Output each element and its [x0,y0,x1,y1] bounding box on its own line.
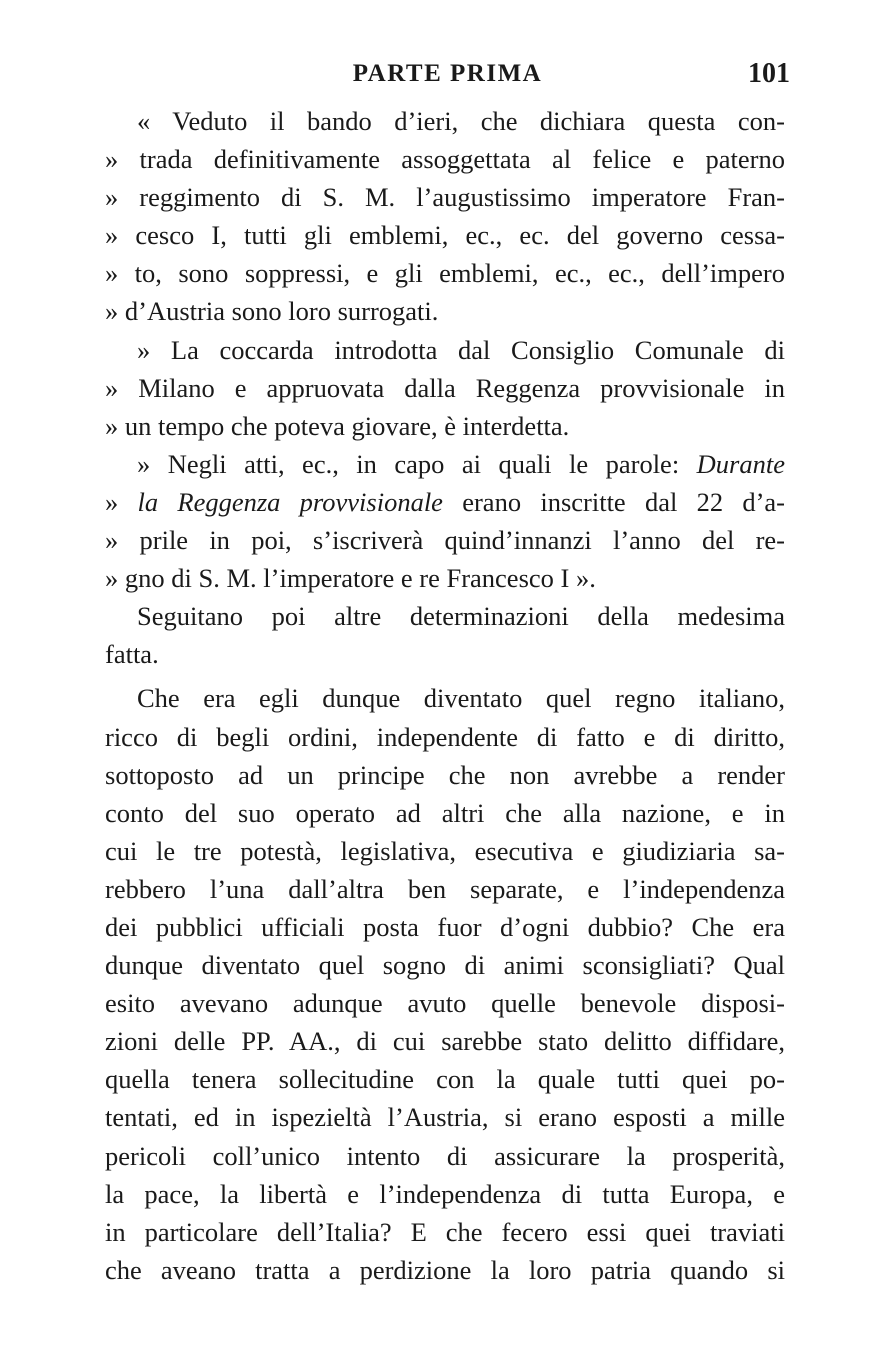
text-line: Seguitano poi altre determinazioni della medesima [137,601,785,632]
text-line: zioni delle PP. AA., di cui sarebbe stato delitto diffidare, [105,1026,785,1057]
text-line: rebbero l’una dall’altra ben separate, e l’independenza [105,873,785,904]
text-line: » trada definitivamente assoggettata al felice e paterno [105,144,785,175]
italic-text: la Reggenza provvisionale [137,486,443,517]
page-number: 101 [748,58,790,89]
text-line: Che era egli dunque diventato quel regno italiano, [137,683,785,714]
text-line: » prile in poi, s’iscriverà quind’innanzi l’anno del re- [105,525,785,556]
text-segment: erano inscritte dal 22 d’a- [462,486,786,517]
text-line [105,445,785,483]
text-line: » reggimento di S. M. l’augustissimo imperatore Fran- [105,182,785,213]
text-line: esito avevano adunque avuto quelle benevole disposi- [105,988,785,1019]
text-line: » cesco I, tutti gli emblemi, ec., ec. del governo cessa- [105,220,785,251]
text-line: » La coccarda introdotta dal Consiglio Comunale di [137,334,785,365]
text-line: pericoli coll’unico intento di assicurare la prosperità, [105,1140,785,1171]
text-line: che aveano tratta a perdizione la loro patria quando si [105,1254,785,1285]
text-segment: » Negli atti, ec., in capo ai quali le parole: [137,448,680,479]
text-line: » Milano e appruovata dalla Reggenza provvisionale in [105,372,785,403]
italic-text: Durante [696,448,785,479]
text-line: ricco di begli ordini, independente di fatto e di diritto, [105,721,785,752]
text-line: « Veduto il bando d’ieri, che dichiara questa con- [137,106,785,136]
page-header [105,60,790,100]
text-line: la pace, la libertà e l’independenza di tutta Europa, e [105,1178,785,1209]
text-line [105,483,785,521]
text-line: sottoposto ad un principe che non avrebbe a render [105,759,785,790]
text-line: dei pubblici ufficiali posta fuor d’ogni dubbio? Che era [105,911,785,942]
text-line: quella tenera sollecitudine con la quale tutti quei po- [105,1064,785,1095]
text-line: in particolare dell’Italia? E che fecero essi quei traviati [105,1216,785,1247]
text-line: » to, sono soppressi, e gli emblemi, ec., ec., dell’impero [105,258,785,289]
text-line: » gno di S. M. l’imperatore e re Francesco I ». [105,563,596,594]
text-line: conto del suo operato ad altri che alla nazione, e in [105,797,785,828]
text-line: tentati, ed in ispezieltà l’Austria, si erano esposti a mille [105,1102,785,1133]
text-line: dunque diventato quel sogno di animi sconsigliati? Qual [105,950,785,981]
text-segment: » [105,486,119,517]
running-title: PARTE PRIMA [352,60,543,87]
text-line: » d’Austria sono loro surrogati. [105,296,439,327]
text-line: cui le tre potestà, legislativa, esecutiva e giudiziaria sa- [105,835,785,866]
text-line: fatta. [105,639,159,670]
page-body [105,102,785,1289]
text-line: » un tempo che poteva giovare, è interdetta. [105,410,570,441]
